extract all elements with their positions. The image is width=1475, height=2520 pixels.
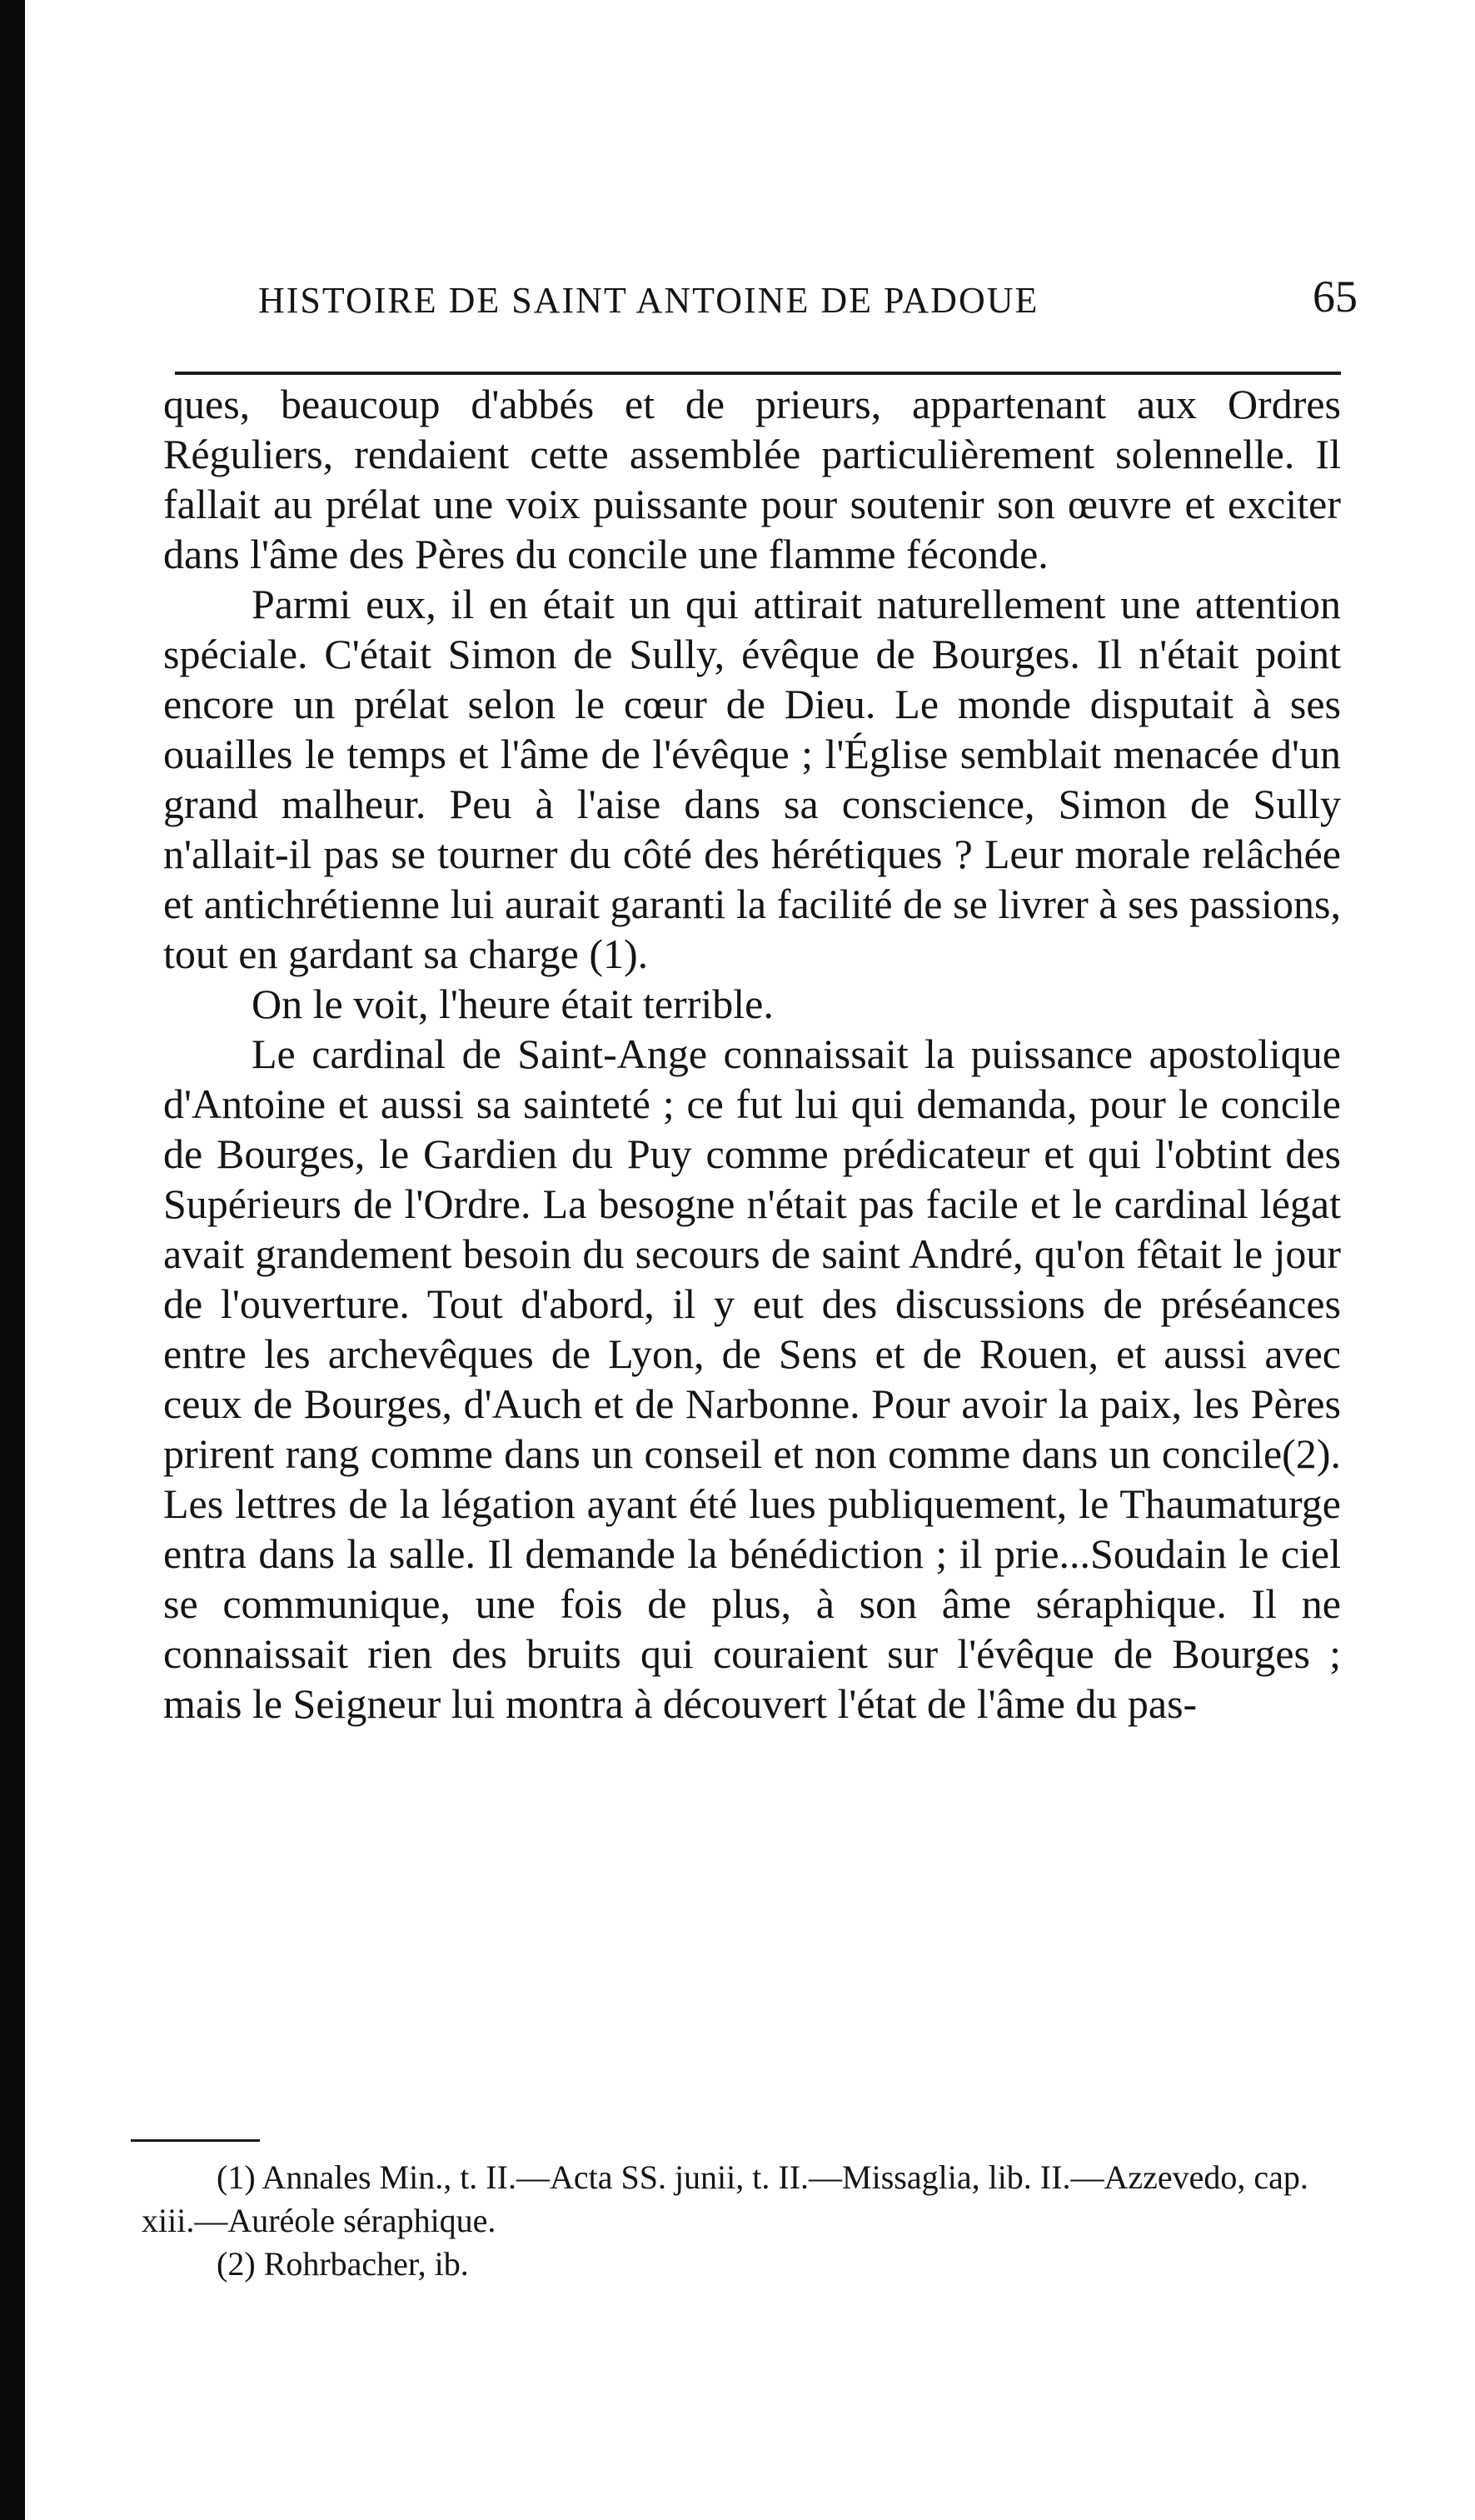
footnote-rule (131, 2139, 260, 2142)
paragraph: Le cardinal de Saint-Ange connaissait la puissance apostolique d'Antoine et aussi sa sainteté ; ce fut lui qui demanda, pour le concile de Bourges, le Gardien du Puy comme prédicateur et qui l'obtint des Supérieurs de l'Ordre. La besogne n'était pas facile et le cardinal légat avait grandement besoin du secours de saint André, qu'on fêtait le jour de l'ouverture. Tout d'abord, il y eut des discussions de préséances entre les archevêques de Lyon, de Sens et de Rouen, et aussi avec ceux de Bourges, d'Auch et de Narbonne. Pour avoir la paix, les Pères prirent rang comme dans un conseil et non comme dans un concile(2). Les lettres de la légation ayant été lues publiquement, le Thaumaturge entra dans la salle. Il demande la bénédiction ; il prie...Soudain le ciel se communique, une fois de plus, à son âme séraphique. Il ne connaissait rien des bruits qui couraient sur l'évêque de Bourges ; mais le Seigneur lui montra à découvert l'état de l'âme du pas- (163, 1030, 1341, 1727)
body-text (163, 379, 1341, 1729)
running-title: HISTOIRE DE SAINT ANTOINE DE PADOUE (258, 280, 1039, 321)
paragraph-continuation: ques, beaucoup d'abbés et de prieurs, appartenant aux Ordres Réguliers, rendaient cette assemblée particulièrement solennelle. Il fallait au prélat une voix puissante pour soutenir son œuvre et exciter dans l'âme des Pères du concile une flamme féconde. (163, 381, 1341, 577)
header-rule (175, 372, 1341, 375)
footnote: (1) Annales Min., t. II.—Acta SS. junii, t. II.—Missaglia, lib. II.—Azzevedo, cap. xiii.—Auréole séraphique. (142, 2158, 1308, 2239)
footnotes (142, 2156, 1341, 2286)
page-header (258, 271, 1358, 337)
paragraph: On le voit, l'heure était terrible. (252, 981, 774, 1027)
page-number: 65 (1313, 272, 1358, 322)
scan-binding-edge (0, 0, 25, 2520)
paragraph: Parmi eux, il en était un qui attirait naturellement une attention spéciale. C'était Simon de Sully, évêque de Bourges. Il n'était point encore un prélat selon le cœur de Dieu. Le monde disputait à ses ouailles le temps et l'âme de l'évêque ; l'Église semblait menacée d'un grand malheur. Peu à l'aise dans sa conscience, Simon de Sully n'allait-il pas se tourner du côté des hérétiques ? Leur morale relâchée et antichrétienne lui aurait garanti la facilité de se livrer à ses passions, tout en gardant sa charge (1). (163, 581, 1341, 977)
footnote: (2) Rohrbacher, ib. (217, 2245, 469, 2283)
